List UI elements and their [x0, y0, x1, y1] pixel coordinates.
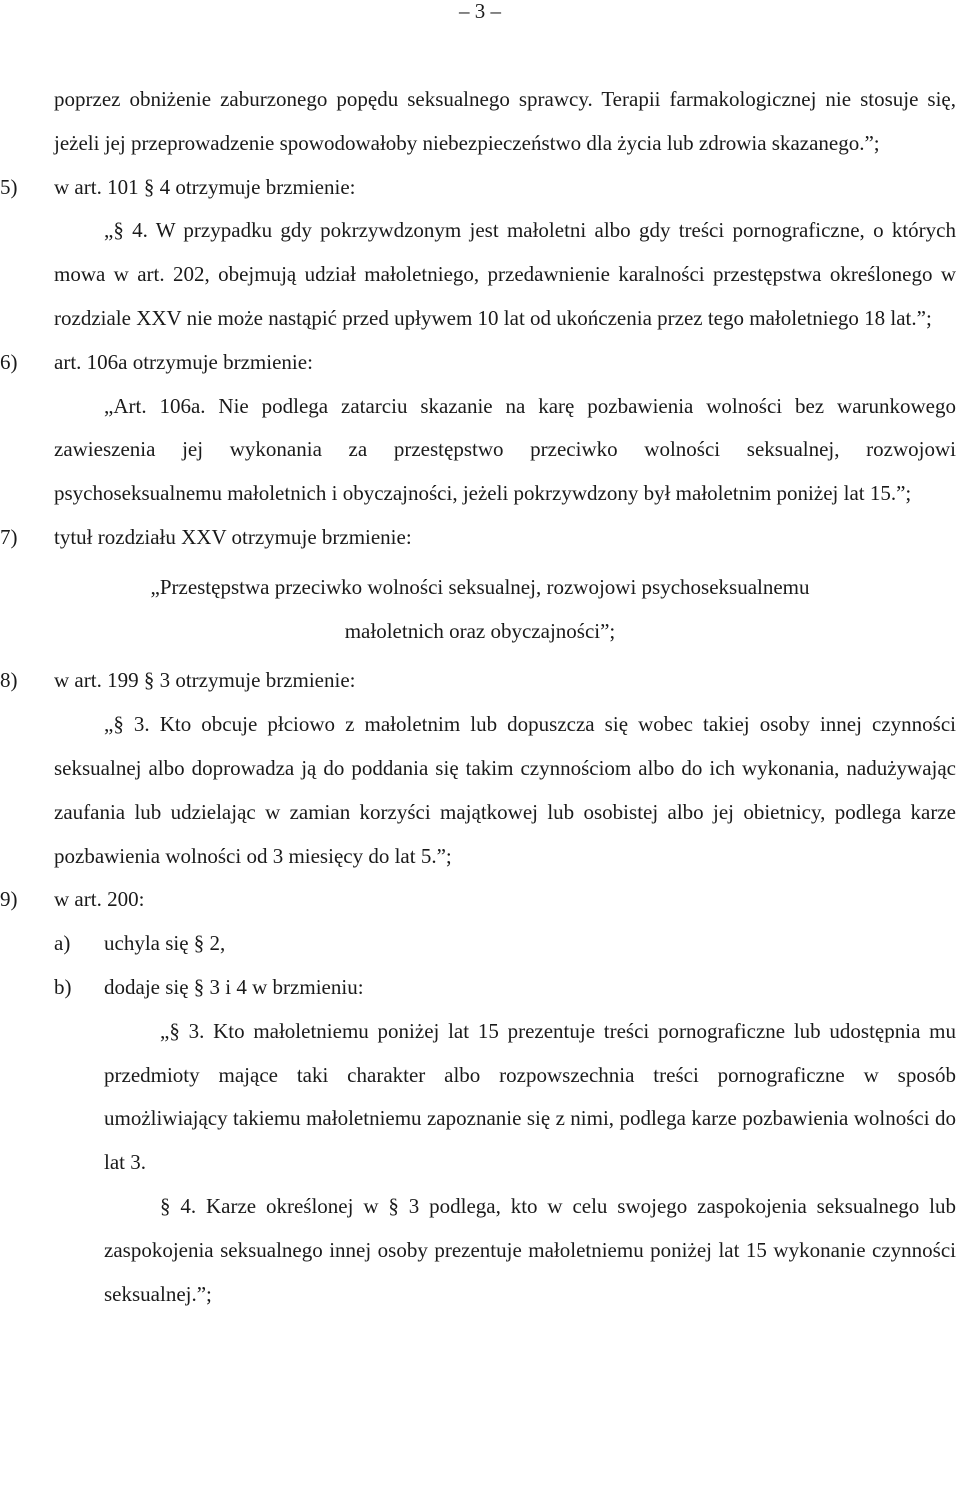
- chapter-title-line-1: „Przestępstwa przeciwko wolności seksualnej, rozwojowi psychoseksualnemu: [150, 574, 810, 599]
- item-5: [0, 166, 960, 210]
- item-6-body-text: „Art. 106a. Nie podlega zatarciu skazanie na karę pozbawienia wolności bez warunkowego zawieszenia jej wykonania za przestępstwo przeciwko wolności seksualnej, rozwojowi psychoseksualnemu małoletnich i obyczajności, jeżeli pokrzywdzony był małoletnim poniżej lat 15.”;: [54, 393, 956, 506]
- item-7: [0, 516, 960, 560]
- item-6-text: art. 106a otrzymuje brzmienie:: [54, 349, 313, 374]
- item-8-text: w art. 199 § 3 otrzymuje brzmienie:: [54, 668, 356, 693]
- item-8-number: 8): [0, 668, 18, 693]
- chapter-title-line-2: małoletnich oraz obyczajności”;: [344, 618, 616, 643]
- item-9-a: [0, 922, 960, 966]
- item-8-body: [0, 703, 960, 878]
- item-9-b-letter: b): [54, 974, 72, 999]
- item-6-number: 6): [0, 349, 18, 374]
- item-6-body: [0, 385, 960, 516]
- item-7-text: tytuł rozdziału XXV otrzymuje brzmienie:: [54, 524, 412, 549]
- art-200-par-3-text: „§ 3. Kto małoletniemu poniżej lat 15 prezentuje treści pornograficzne lub udostępnia mu przedmioty mające taki charakter albo rozpowszechnia treści pornograficzne w sposób umożliwiający takiemu małoletniemu zapoznanie się z nimi, podlega karze pozbawienia wolności do lat 3.: [104, 1018, 956, 1175]
- item-9-number: 9): [0, 887, 18, 912]
- page-number: – 3 –: [459, 0, 501, 23]
- intro-paragraph: poprzez obniżenie zaburzonego popędu seksualnego sprawcy. Terapii farmakologicznej nie stosuje się, jeżeli jej przeprowadzenie spowodowałoby niebezpieczeństwo dla życia lub zdrowia skazanego.”;: [54, 87, 956, 155]
- art-200-par-4: [0, 1185, 960, 1316]
- document-body: [0, 78, 960, 1316]
- item-5-body-text: „§ 4. W przypadku gdy pokrzywdzonym jest małoletni albo gdy treści pornograficzne, o których mowa w art. 202, obejmują udział małoletniego, przedawnienie karalności przestępstwa określonego w rozdziale XXV nie może nastąpić przed upływem 10 lat od ukończenia przez tego małoletniego 18 lat.”;: [54, 218, 956, 330]
- item-9-a-letter: a): [54, 931, 71, 956]
- item-9: [0, 878, 960, 922]
- art-200-par-4-text: § 4. Karze określonej w § 3 podlega, kto w celu swojego zaspokojenia seksualnego lub zaspokojenia seksualnego innej osoby prezentuje małoletniemu poniżej lat 15 wykonanie czynności seksualnej.”;: [104, 1193, 956, 1306]
- item-9-b: [0, 966, 960, 1010]
- item-9-text: w art. 200:: [54, 887, 145, 912]
- chapter-title-block: [0, 560, 960, 660]
- art-200-par-3: [0, 1010, 960, 1185]
- item-6: [0, 341, 960, 385]
- item-7-number: 7): [0, 524, 18, 549]
- item-8: [0, 659, 960, 703]
- item-5-text: w art. 101 § 4 otrzymuje brzmienie:: [54, 174, 356, 199]
- item-9-b-text: dodaje się § 3 i 4 w brzmieniu:: [104, 974, 364, 999]
- item-5-number: 5): [0, 174, 18, 199]
- item-5-body: [0, 209, 960, 340]
- item-9-a-text: uchyla się § 2,: [104, 931, 226, 956]
- item-8-body-text: „§ 3. Kto obcuje płciowo z małoletnim lub dopuszcza się wobec takiej osoby innej czynności seksualnej albo doprowadza ją do poddania się takim czynnościom albo do ich wykonania, nadużywając zaufania lub udzielając w zamian korzyści majątkowej lub osobistej albo jej obietnicy, podlega karze pozbawienia wolności od 3 miesięcy do lat 5.”;: [54, 712, 956, 868]
